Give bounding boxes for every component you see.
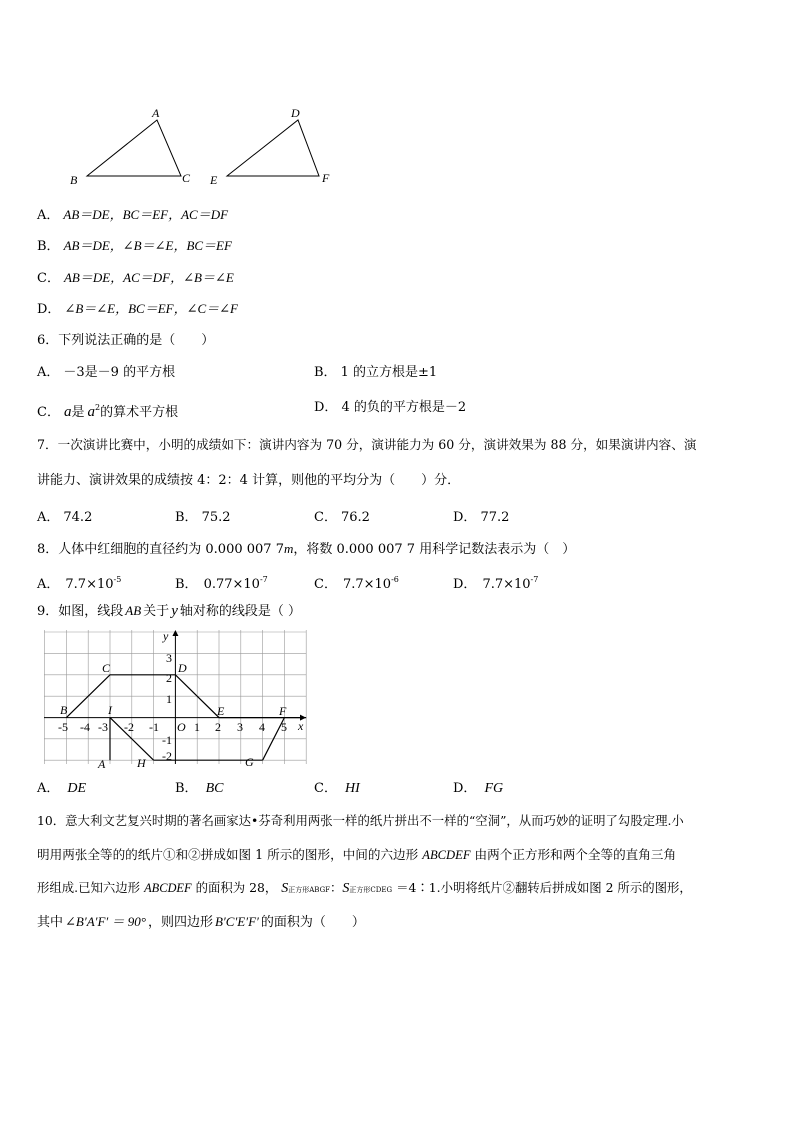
y-tick-m2: -2 <box>162 749 172 763</box>
x-tick-3: 3 <box>237 720 243 734</box>
q5-option-d-text: ∠B＝∠E，BC＝EF，∠C＝∠F <box>64 301 238 316</box>
origin-label: O <box>177 720 186 734</box>
point-label-g: G <box>245 755 254 769</box>
q10-line4: 其中 ∠B′A′F′ ＝ 90° ，则四边形 B′C′E′F′ 的面积为（ ） <box>37 914 365 930</box>
label-d: D <box>291 106 300 120</box>
x-tick-m1: -1 <box>149 720 159 734</box>
axis-label-x: x <box>298 719 304 733</box>
x-tick-m2: -2 <box>124 720 134 734</box>
y-axis-arrow <box>172 630 178 636</box>
label-e: E <box>210 173 218 187</box>
q6-option-a[interactable]: A． －3是－9 的平方根 <box>37 365 176 380</box>
triangle-abc <box>87 120 181 176</box>
q7-option-c[interactable]: C． 76.2 <box>314 510 370 525</box>
q10-line1: 10．意大利文艺复兴时期的著名画家达•芬奇利用两张一样的纸片拼出不一样的“空洞”，从而巧妙的证明了勾股定理.小 <box>37 813 684 828</box>
q10-line3: 形组成.已知六边形 ABCDEF 的面积为 28， S正方形ABGF：S正方形CDEG ＝4∶1.小明将纸片②翻转后拼成如图 2 所示的图形， <box>37 880 692 896</box>
q5-option-c-text: AB＝DE，AC＝DF，∠B＝∠E <box>63 270 234 285</box>
q5-option-b-text: AB＝DE，∠B＝∠E，BC＝EF <box>63 238 232 253</box>
q10-line2: 明用两张全等的的纸片①和②拼成如图 1 所示的图形，中间的六边形 ABCDEF 由两个正方形和两个全等的直角三角 <box>37 847 677 862</box>
q8-option-a[interactable]: A． $7.7\times 10^{-5}$ <box>37 575 122 592</box>
q9-coordinate-grid <box>42 628 312 770</box>
x-tick-1: 1 <box>194 720 200 734</box>
q5-option-d[interactable]: D． ∠B＝∠E，BC＝EF，∠C＝∠F <box>37 301 238 317</box>
point-label-a: A <box>98 757 106 770</box>
q7-option-d[interactable]: D． 77.2 <box>453 510 510 525</box>
q7-option-b[interactable]: B． 75.2 <box>175 510 231 525</box>
y-tick-m1: -1 <box>162 733 172 747</box>
triangle-def <box>227 120 319 176</box>
axis-label-y: y <box>163 629 169 643</box>
triangles-figure <box>60 100 350 195</box>
q7-line1: 7．一次演讲比赛中，小明的成绩如下：演讲内容为 70 分，演讲能力为 60 分，演讲效果为 88 分，如果演讲内容、演 <box>37 437 697 452</box>
point-label-i: I <box>108 703 112 717</box>
q5-option-a-text: AB＝DE，BC＝EF，AC＝DF <box>63 207 229 222</box>
point-label-e: E <box>217 704 225 718</box>
point-label-f: F <box>279 704 287 718</box>
y-tick-1: 1 <box>166 692 172 706</box>
q9-option-a[interactable]: A． DE <box>37 781 87 796</box>
label-f: F <box>322 171 330 185</box>
q6-stem: 6．下列说法正确的是（ ） <box>37 333 215 348</box>
label-a: A <box>152 106 160 120</box>
q8-option-d[interactable]: D． $7.7\times 10^{-7}$ <box>453 575 539 592</box>
x-tick-5: 5 <box>281 720 287 734</box>
q8-option-c[interactable]: C． $7.7\times 10^{-6}$ <box>314 575 399 592</box>
q5-option-c[interactable]: C． AB＝DE，AC＝DF，∠B＝∠E <box>37 270 234 286</box>
x-tick-2: 2 <box>215 720 221 734</box>
label-b: B <box>70 173 78 187</box>
label-c: C <box>182 171 191 185</box>
point-label-d: D <box>178 661 187 675</box>
q5-option-a[interactable]: A． AB＝DE，BC＝EF，AC＝DF <box>37 207 229 223</box>
q8-option-b[interactable]: B． $0.77\times 10^{-7}$ <box>175 575 268 592</box>
q9-option-b[interactable]: B． BC <box>175 781 224 796</box>
point-label-c: C <box>102 661 111 675</box>
y-tick-2: 2 <box>166 671 172 685</box>
point-label-b: B <box>60 703 68 717</box>
x-tick-m3: -3 <box>98 720 108 734</box>
q9-stem: 9．如图，线段 AB 关于 y 轴对称的线段是（ ） <box>37 603 301 619</box>
x-tick-m5: -5 <box>58 720 68 734</box>
x-tick-4: 4 <box>259 720 265 734</box>
q5-option-b[interactable]: B． AB＝DE，∠B＝∠E，BC＝EF <box>37 238 232 254</box>
q8-stem: 8．人体中红细胞的直径约为 0.000 007 7m，将数 0.000 007 7 用科学记数法表示为（ ） <box>37 541 576 557</box>
x-tick-m4: -4 <box>80 720 90 734</box>
q9-option-d[interactable]: D． FG <box>453 781 504 796</box>
y-tick-3: 3 <box>166 651 172 665</box>
q7-line2: 讲能力、演讲效果的成绩按 4：2：4 计算，则他的平均分为（ ）分． <box>37 473 461 488</box>
q6-option-d[interactable]: D． 4 的负的平方根是－2 <box>314 400 467 415</box>
q6-option-c[interactable]: C． a是 $a^2$的算术平方根 <box>37 403 179 420</box>
q7-option-a[interactable]: A． 74.2 <box>37 510 93 525</box>
point-label-h: H <box>137 756 146 770</box>
q9-option-c[interactable]: C． HI <box>314 781 360 796</box>
q6-option-b[interactable]: B． 1 的立方根是±1 <box>314 365 438 380</box>
